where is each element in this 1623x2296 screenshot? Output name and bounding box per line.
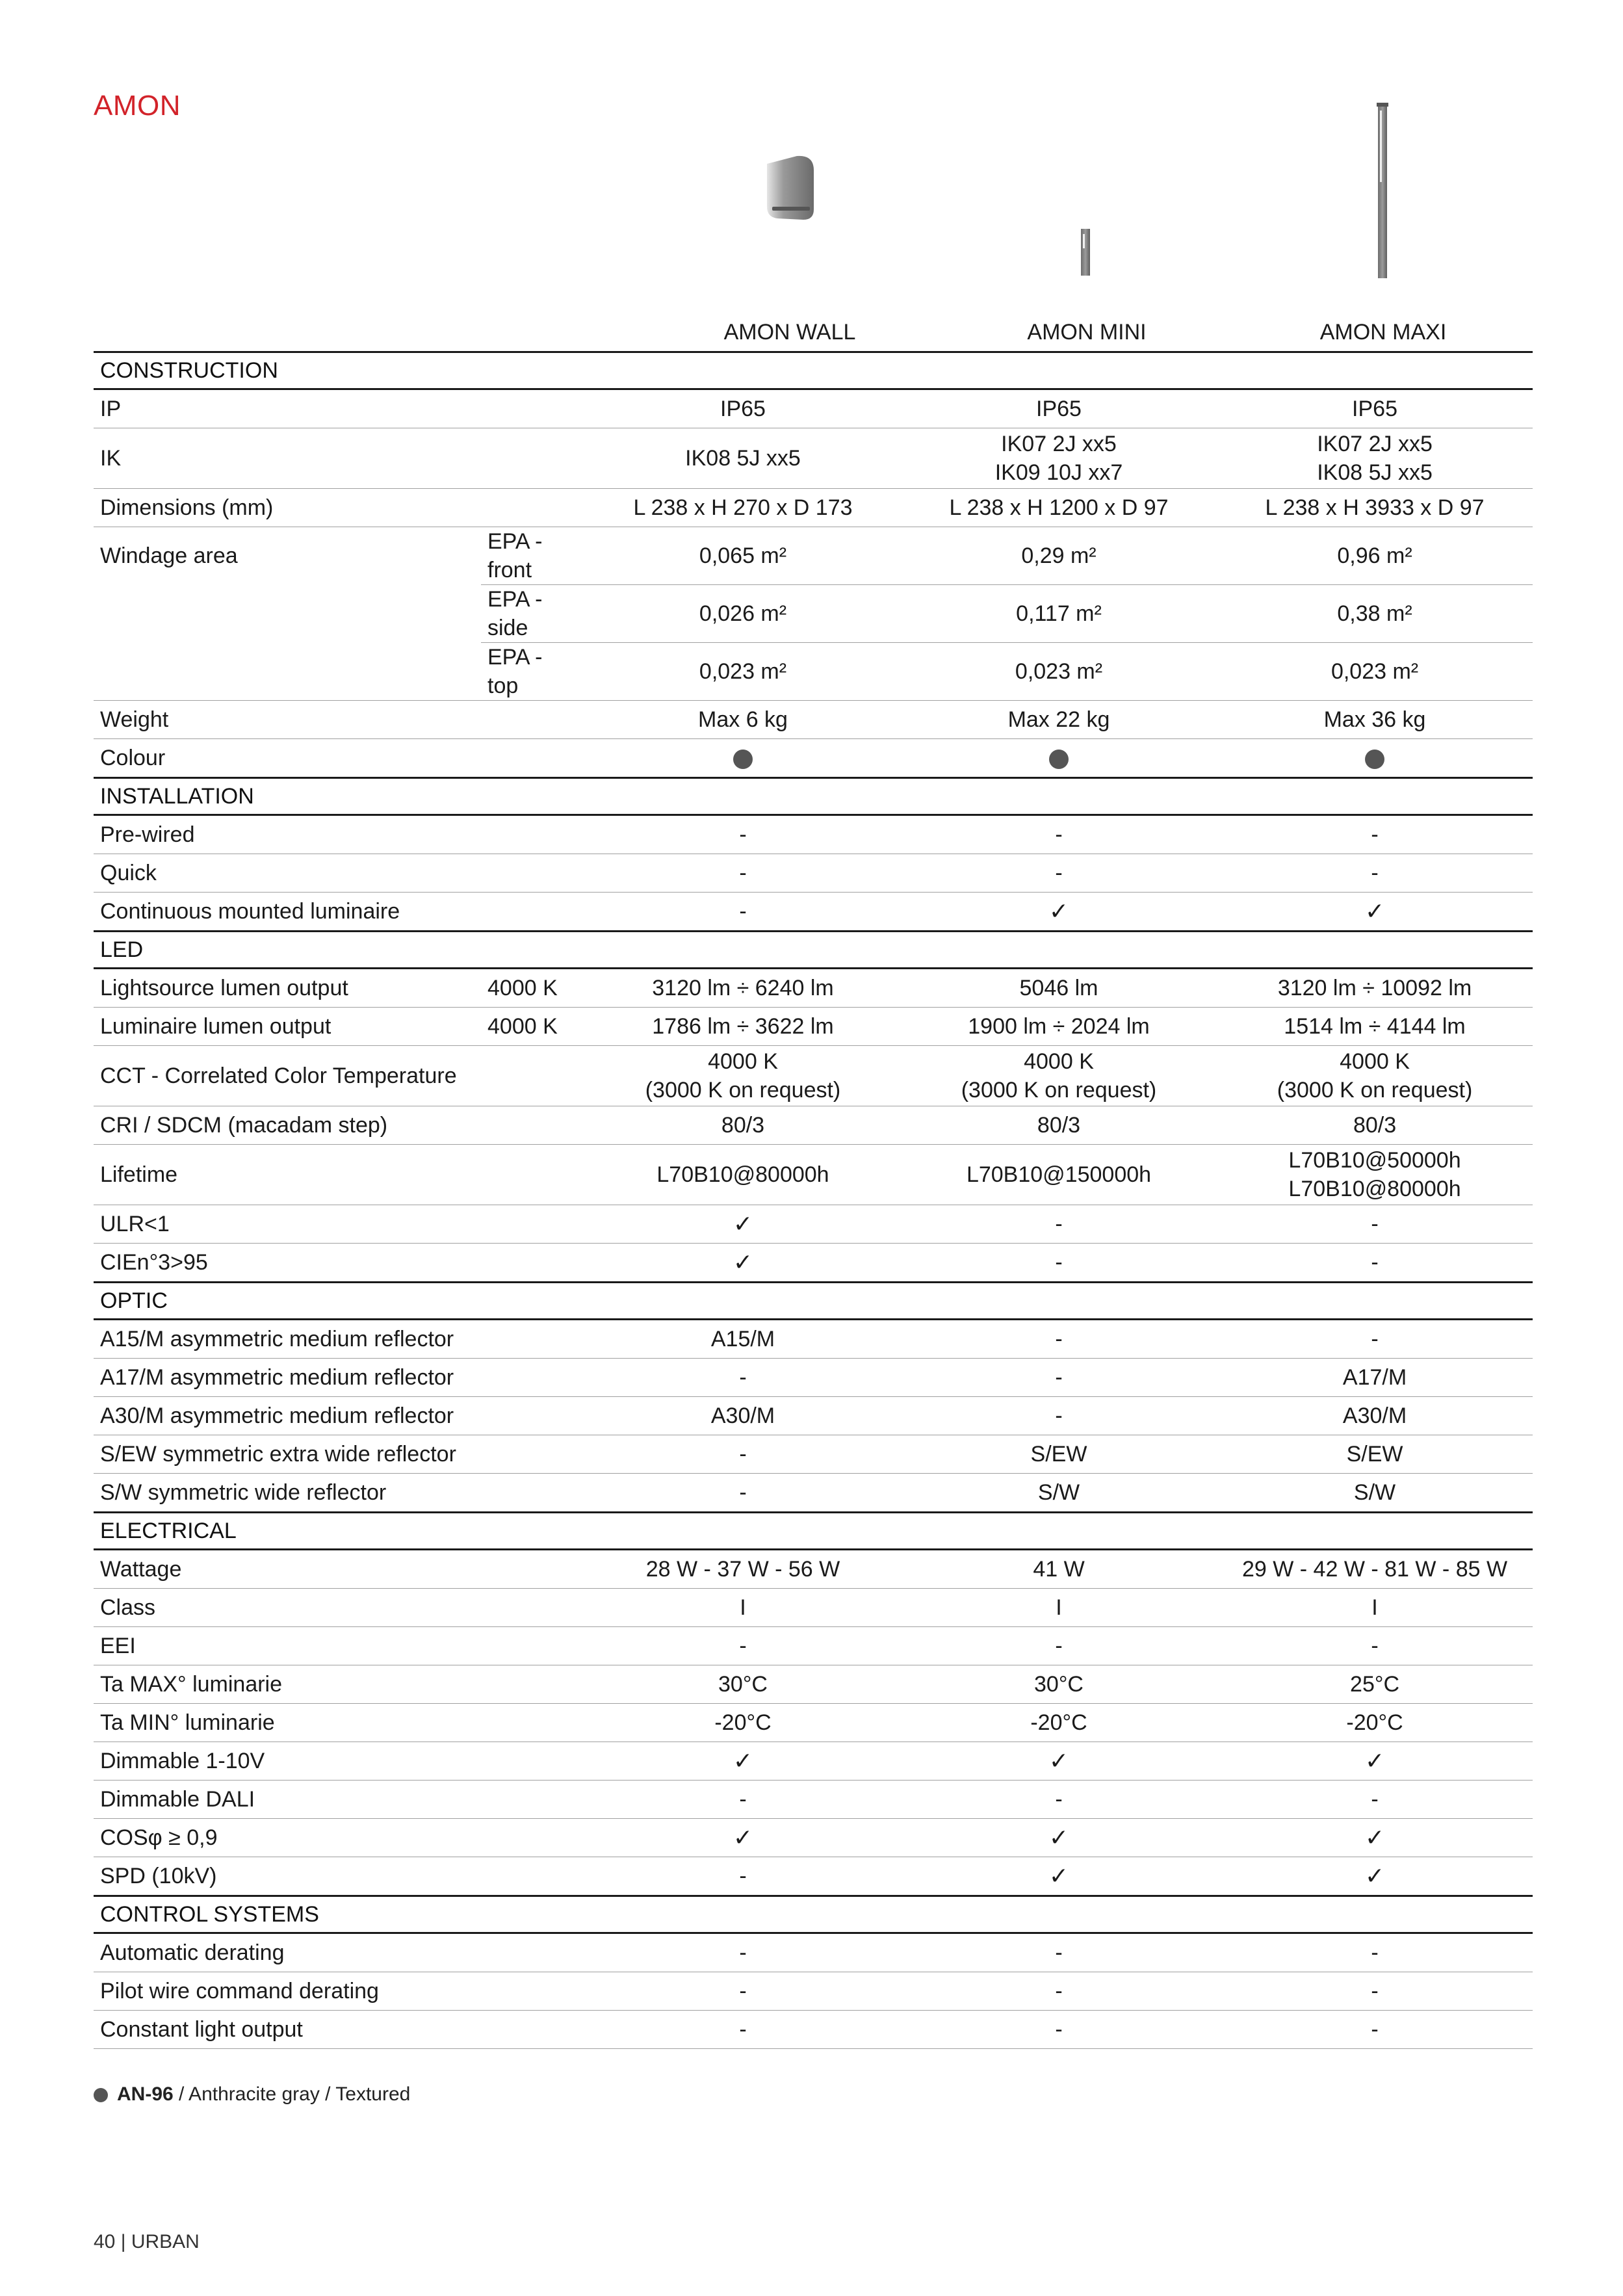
row-label: COSφ ≥ 0,9 [94,1819,481,1857]
value-cell: 0,023 m² [901,643,1217,701]
value-cell: - [1217,1627,1533,1665]
value-cell: I [901,1589,1217,1627]
row-label [94,585,481,643]
page-footer: 40 | URBAN [94,2231,200,2252]
row-sub-label [481,1972,585,2011]
color-legend [94,2083,410,2106]
value-cell: 0,065 m² [585,527,901,585]
table-row [94,815,1533,854]
value-line: IK08 5J xx5 [1317,460,1433,485]
row-label: Pilot wire command derating [94,1972,481,2011]
value-line: (3000 K on request) [961,1078,1157,1102]
check-icon: ✓ [585,1244,901,1283]
section-header-row [94,1896,1533,1933]
value-line: (3000 K on request) [645,1078,841,1102]
check-icon: ✓ [901,893,1217,932]
row-label: Lightsource lumen output [94,969,481,1008]
section-label: LED [94,932,1533,969]
value-cell: IP65 [585,389,901,428]
row-sub-label [481,1106,585,1145]
value-cell: - [901,1781,1217,1819]
colour-swatch-cell [1217,739,1533,778]
row-sub-label [481,1320,585,1359]
legend-code: AN-96 [117,2083,174,2105]
check-icon: ✓ [585,1742,901,1781]
table-row [94,585,1533,643]
value-cell: - [1217,1933,1533,1972]
section-header-row [94,932,1533,969]
value-cell: 1786 lm ÷ 3622 lm [585,1008,901,1046]
check-icon: ✓ [1217,1742,1533,1781]
value-cell: L 238 x H 3933 x D 97 [1217,489,1533,527]
value-cell: 29 W - 42 W - 81 W - 85 W [1217,1550,1533,1589]
value-cell: IP65 [1217,389,1533,428]
product-name-mini: AMON MINI [1027,320,1147,345]
table-row [94,1665,1533,1704]
value-cell [585,1046,901,1106]
value-cell: 0,023 m² [585,643,901,701]
row-label: IP [94,389,481,428]
row-label: EEI [94,1627,481,1665]
row-sub-label [481,1397,585,1435]
value-cell: 0,023 m² [1217,643,1533,701]
value-cell: 41 W [901,1550,1217,1589]
row-label: CRI / SDCM (macadam step) [94,1106,481,1145]
section-header-row [94,778,1533,815]
row-label: Lifetime [94,1145,481,1205]
check-icon: ✓ [585,1205,901,1244]
value-cell: 0,026 m² [585,585,901,643]
spec-table-body [94,352,1533,2049]
value-cell: 0,29 m² [901,527,1217,585]
value-cell: A30/M [585,1397,901,1435]
check-icon: ✓ [901,1819,1217,1857]
value-cell: -20°C [585,1704,901,1742]
row-sub-label [481,489,585,527]
value-cell: 1900 lm ÷ 2024 lm [901,1008,1217,1046]
table-row [94,1781,1533,1819]
colour-swatch-cell [901,739,1217,778]
row-label: CIEn°3>95 [94,1244,481,1283]
value-cell: 30°C [585,1665,901,1704]
row-label: Ta MIN° luminarie [94,1704,481,1742]
value-cell: - [1217,1781,1533,1819]
value-cell: - [585,1474,901,1513]
row-sub-label [481,1857,585,1896]
row-label: Windage area [100,543,238,569]
table-row [94,969,1533,1008]
colour-dot-icon [733,750,753,769]
table-row [94,1145,1533,1205]
row-sub-label: 4000 K [481,969,585,1008]
row-label: Luminaire lumen output [94,1008,481,1046]
value-line: IK07 2J xx5 [1317,432,1433,456]
row-label: Class [94,1589,481,1627]
table-row [94,1857,1533,1896]
row-sub-label [481,1435,585,1474]
mini-bollard-icon [1081,229,1090,276]
colour-swatch-cell [585,739,901,778]
value-cell: 25°C [1217,1665,1533,1704]
value-cell: 0,38 m² [1217,585,1533,643]
value-cell: - [901,1397,1217,1435]
table-row [94,701,1533,739]
section-label: CONTROL SYSTEMS [94,1896,1533,1933]
row-label: SPD (10kV) [94,1857,481,1896]
value-line: 4000 K [1024,1049,1094,1074]
section-header-row [94,352,1533,389]
section-header-row [94,1513,1533,1550]
row-sub-label [481,428,585,489]
value-cell: I [1217,1589,1533,1627]
table-row [94,428,1533,489]
row-label: Wattage [94,1550,481,1589]
table-row [94,2011,1533,2049]
check-icon: ✓ [901,1857,1217,1896]
row-sub-label [481,1359,585,1397]
row-label: Dimmable DALI [94,1781,481,1819]
check-icon: ✓ [1217,1819,1533,1857]
row-label: Automatic derating [94,1933,481,1972]
table-row [94,1474,1533,1513]
row-sub-label [481,2011,585,2049]
table-row [94,1972,1533,2011]
row-sub-label [481,893,585,932]
value-cell: - [901,854,1217,893]
value-cell: IK08 5J xx5 [585,428,901,489]
row-label: Dimmable 1-10V [94,1742,481,1781]
product-name-maxi: AMON MAXI [1319,320,1447,345]
value-cell: - [901,1359,1217,1397]
row-sub-label [481,739,585,778]
table-row [94,1205,1533,1244]
row-sub-label [481,815,585,854]
value-cell: - [585,854,901,893]
colour-dot-icon [1365,750,1384,769]
value-line: IK07 2J xx5 [1001,432,1117,456]
table-row [94,643,1533,701]
section-header-row [94,1283,1533,1320]
row-sub-label [481,1474,585,1513]
value-cell: 1514 lm ÷ 4144 lm [1217,1008,1533,1046]
value-cell: A30/M [1217,1397,1533,1435]
value-cell: 0,96 m² [1217,527,1533,585]
value-cell: 3120 lm ÷ 6240 lm [585,969,901,1008]
table-row [94,893,1533,932]
table-row [94,1742,1533,1781]
table-row [94,1435,1533,1474]
row-sub-label [481,1046,585,1106]
value-line: 4000 K [708,1049,778,1074]
value-cell: 5046 lm [901,969,1217,1008]
row-sub-label [481,1933,585,1972]
row-label: Pre-wired [94,815,481,854]
row-label: Continuous mounted luminaire [94,893,481,932]
table-row [94,854,1533,893]
value-cell: - [585,815,901,854]
row-sub-label [481,1742,585,1781]
value-cell: - [901,1972,1217,2011]
section-label: INSTALLATION [94,778,1533,815]
page-title: AMON [94,90,181,122]
value-cell: L 238 x H 1200 x D 97 [901,489,1217,527]
row-sub-label [481,1550,585,1589]
check-icon: ✓ [1217,1857,1533,1896]
value-cell: 80/3 [585,1106,901,1145]
value-cell: - [1217,1244,1533,1283]
anthracite-swatch-icon [94,2088,108,2102]
table-row [94,1320,1533,1359]
value-cell: - [585,893,901,932]
row-label: Weight [94,701,481,739]
colour-dot-icon [1049,750,1069,769]
value-cell: -20°C [1217,1704,1533,1742]
value-cell [901,428,1217,489]
value-cell: - [901,1320,1217,1359]
value-line: 4000 K [1340,1049,1410,1074]
row-sub-label [481,1819,585,1857]
table-row [94,1550,1533,1589]
value-cell: - [585,1435,901,1474]
value-cell [1217,1046,1533,1106]
row-sub-label [481,1244,585,1283]
value-cell: 30°C [901,1665,1217,1704]
value-cell: S/EW [901,1435,1217,1474]
row-sub-label [481,854,585,893]
value-cell [1217,1145,1533,1205]
table-row [94,1589,1533,1627]
value-cell: - [585,1359,901,1397]
row-label: Colour [94,739,481,778]
value-cell: - [1217,2011,1533,2049]
row-label: A30/M asymmetric medium reflector [94,1397,481,1435]
product-images [0,0,1623,299]
row-sub-label [481,389,585,428]
table-row [94,1106,1533,1145]
value-cell: A15/M [585,1320,901,1359]
maxi-pole-icon [1377,103,1388,278]
row-label: CCT - Correlated Color Temperature [94,1046,481,1106]
row-sub-label [481,1145,585,1205]
value-cell: I [585,1589,901,1627]
table-row [94,1046,1533,1106]
legend-text: / Anthracite gray / Textured [173,2083,411,2105]
table-row [94,1359,1533,1397]
value-cell: - [585,1857,901,1896]
value-cell: A17/M [1217,1359,1533,1397]
value-line: (3000 K on request) [1277,1078,1473,1102]
value-cell: - [901,1205,1217,1244]
row-label: Constant light output [94,2011,481,2049]
value-cell: - [1217,815,1533,854]
check-icon: ✓ [1217,893,1533,932]
value-cell: S/W [1217,1474,1533,1513]
row-sub-label: 4000 K [481,1008,585,1046]
value-cell: S/W [901,1474,1217,1513]
row-label: A15/M asymmetric medium reflector [94,1320,481,1359]
wall-light-icon [767,156,814,220]
value-cell: - [585,1627,901,1665]
value-cell: - [585,2011,901,2049]
spec-table [94,351,1533,2049]
value-cell: Max 36 kg [1217,701,1533,739]
check-icon: ✓ [901,1742,1217,1781]
value-cell: 28 W - 37 W - 56 W [585,1550,901,1589]
value-cell: 0,117 m² [901,585,1217,643]
row-label [94,643,481,701]
row-sub-label: EPA - front [481,527,585,585]
row-label: A17/M asymmetric medium reflector [94,1359,481,1397]
value-cell: - [901,1244,1217,1283]
value-cell: - [1217,854,1533,893]
row-sub-label [481,1627,585,1665]
value-cell: 80/3 [901,1106,1217,1145]
value-cell: IP65 [901,389,1217,428]
row-label: S/EW symmetric extra wide reflector [94,1435,481,1474]
value-cell: L70B10@80000h [585,1145,901,1205]
table-row [94,527,1533,585]
row-label: S/W symmetric wide reflector [94,1474,481,1513]
row-label: Dimensions (mm) [94,489,481,527]
row-sub-label [481,1589,585,1627]
value-cell: Max 22 kg [901,701,1217,739]
table-row [94,1933,1533,1972]
value-line: L70B10@50000h [1288,1148,1461,1173]
value-cell: - [901,815,1217,854]
section-label: CONSTRUCTION [94,352,1533,389]
table-row [94,739,1533,778]
value-cell: - [901,1933,1217,1972]
row-label: Ta MAX° luminarie [94,1665,481,1704]
value-cell [901,1046,1217,1106]
value-cell: 80/3 [1217,1106,1533,1145]
row-sub-label: EPA - top [481,643,585,701]
section-label: OPTIC [94,1283,1533,1320]
row-sub-label: EPA - side [481,585,585,643]
row-label: Quick [94,854,481,893]
row-sub-label [481,1205,585,1244]
value-cell: Max 6 kg [585,701,901,739]
row-sub-label [481,701,585,739]
table-row [94,1627,1533,1665]
value-cell: - [1217,1205,1533,1244]
section-label: ELECTRICAL [94,1513,1533,1550]
value-cell: 3120 lm ÷ 10092 lm [1217,969,1533,1008]
row-sub-label [481,1704,585,1742]
table-row [94,1008,1533,1046]
table-row [94,1819,1533,1857]
value-cell: - [585,1781,901,1819]
product-name-wall: AMON WALL [723,320,856,345]
value-cell: - [585,1933,901,1972]
value-cell: - [1217,1320,1533,1359]
check-icon: ✓ [585,1819,901,1857]
value-cell: L 238 x H 270 x D 173 [585,489,901,527]
table-row [94,1704,1533,1742]
value-cell: - [585,1972,901,2011]
value-cell: - [901,1627,1217,1665]
value-cell: L70B10@150000h [901,1145,1217,1205]
value-line: IK09 10J xx7 [994,460,1123,485]
value-cell: S/EW [1217,1435,1533,1474]
row-label: ULR<1 [94,1205,481,1244]
table-row [94,1397,1533,1435]
value-cell: - [901,2011,1217,2049]
table-row [94,489,1533,527]
value-line: L70B10@80000h [1288,1177,1461,1201]
row-sub-label [481,1665,585,1704]
value-cell: - [1217,1972,1533,2011]
value-cell: -20°C [901,1704,1217,1742]
row-label: IK [94,428,481,489]
table-row [94,1244,1533,1283]
table-row [94,389,1533,428]
row-sub-label [481,1781,585,1819]
value-cell [1217,428,1533,489]
